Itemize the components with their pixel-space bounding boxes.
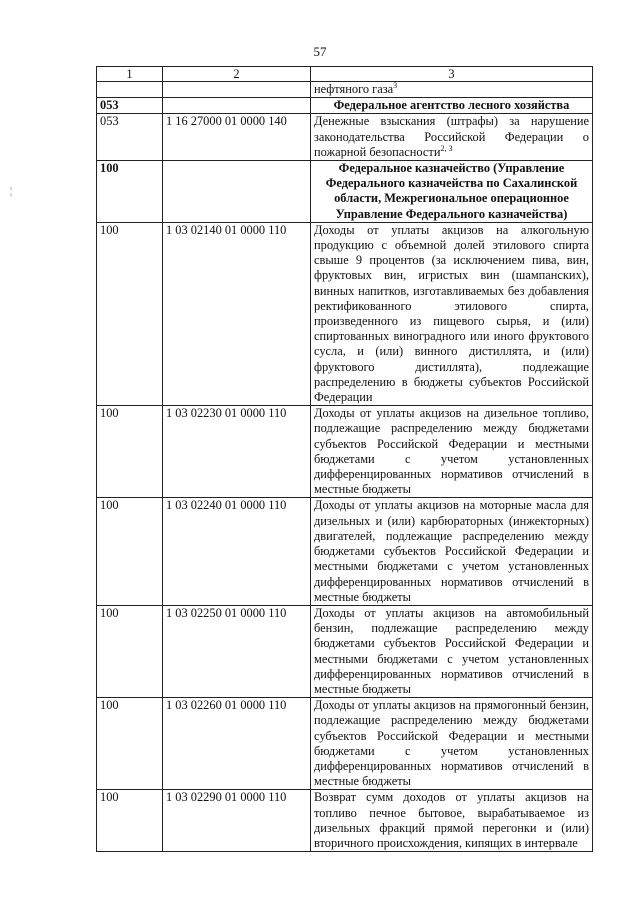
description-text: Доходы от уплаты акцизов на алкогольную продукцию с объемной долей этилового спирта свыше 9 процентов (за исключением пива, вин, фруктовых вин, игристых вин (шампанских), винных напитков, изготавливаемых без добавления ректификованного этилового спирта, произведенного из пищевого сырья, и (или) спиртованных виноградного или иного фруктового сусла, и (или) винного дистиллята, и (или) фруктового дистиллята), подлежащие распределению в бюджеты субъектов Российской Федерации (314, 222, 589, 405)
footnote-ref: 3 (393, 80, 398, 90)
footnote-ref: 2, 3 (440, 143, 453, 153)
description-cell (311, 222, 593, 405)
admin-code-cell: 053 (97, 98, 163, 114)
kbk-code-cell (163, 98, 311, 114)
table-row (97, 498, 593, 605)
description-text: Доходы от уплаты акцизов на автомобильный бензин, подлежащие распределению между бюджетами субъектов Российской Федерации и местными бюджетами с учетом установленных дифференцированных нормативов отчислений в местные бюджеты (314, 605, 589, 696)
description-cell (311, 790, 593, 852)
table-row (97, 790, 593, 852)
description-text: Доходы от уплаты акцизов на дизельное топливо, подлежащие распределению между бюджетами субъектов Российской Федерации и местными бюджетами с учетом установленных дифференцированных нормативов отчислений в местные бюджеты (314, 406, 589, 497)
table-row (97, 114, 593, 161)
description-text: нефтяного газа (314, 82, 394, 96)
description-cell (311, 82, 593, 98)
kbk-code-cell: 1 03 02140 01 0000 110 (163, 222, 311, 405)
description-cell (311, 98, 593, 114)
description-cell (311, 498, 593, 605)
admin-code-cell (97, 82, 163, 98)
revenue-table (96, 66, 593, 852)
kbk-code-cell (163, 82, 311, 98)
kbk-code-cell: 1 03 02230 01 0000 110 (163, 406, 311, 498)
table-row (97, 605, 593, 697)
table-row (97, 98, 593, 114)
admin-code-cell: 100 (97, 498, 163, 605)
admin-code-cell: 100 (97, 605, 163, 697)
admin-code-cell: 100 (97, 406, 163, 498)
description-cell (311, 605, 593, 697)
page-number: 57 (313, 44, 327, 59)
admin-code-cell: 100 (97, 698, 163, 790)
margin-marker: ¦ (10, 186, 13, 197)
table-row (97, 161, 593, 223)
header-row (97, 67, 593, 82)
kbk-code-cell: 1 03 02260 01 0000 110 (163, 698, 311, 790)
kbk-code-cell: 1 03 02290 01 0000 110 (163, 790, 311, 852)
kbk-code-cell: 1 03 02250 01 0000 110 (163, 605, 311, 697)
header-col-3: 3 (311, 67, 593, 82)
admin-code-cell: 053 (97, 114, 163, 161)
kbk-code-cell (163, 161, 311, 223)
kbk-code-cell: 1 16 27000 01 0000 140 (163, 114, 311, 161)
table-row (97, 82, 593, 98)
description-text: Денежные взыскания (штрафы) за нарушение законодательства Российской Федерации о пожарной безопасности (314, 114, 589, 159)
admin-code-cell: 100 (97, 222, 163, 405)
description-text: Федеральное казначейство (Управление Федерального казначейства по Сахалинской области, Межрегиональное операционное Управление Федерального казначейства) (325, 161, 578, 221)
admin-code-cell: 100 (97, 161, 163, 223)
table-row (97, 222, 593, 405)
description-cell (311, 698, 593, 790)
description-text: Возврат сумм доходов от уплаты акцизов на топливо печное бытовое, вырабатываемое из дизельных фракций прямой перегонки и (или) вторичного происхождения, кипящих в интервале (314, 790, 589, 850)
description-text: Доходы от уплаты акцизов на прямогонный бензин, подлежащие распределению между бюджетами субъектов Российской Федерации и местными бюджетами с учетом установленных дифференцированных нормативов отчислений в местные бюджеты (314, 698, 589, 789)
header-col-1: 1 (97, 67, 163, 82)
table-row (97, 406, 593, 498)
kbk-code-cell: 1 03 02240 01 0000 110 (163, 498, 311, 605)
description-text: Федеральное агентство лесного хозяйства (333, 98, 570, 113)
description-cell (311, 406, 593, 498)
description-cell (311, 161, 593, 223)
table-row (97, 698, 593, 790)
admin-code-cell: 100 (97, 790, 163, 852)
header-col-2: 2 (163, 67, 311, 82)
description-cell (311, 114, 593, 161)
description-text: Доходы от уплаты акцизов на моторные масла для дизельных и (или) карбюраторных (инжекторных) двигателей, подлежащие распределению между бюджетами субъектов Российской Федерации и местными бюджетами с учетом установленных дифференцированных нормативов отчислений в местные бюджеты (314, 498, 589, 604)
